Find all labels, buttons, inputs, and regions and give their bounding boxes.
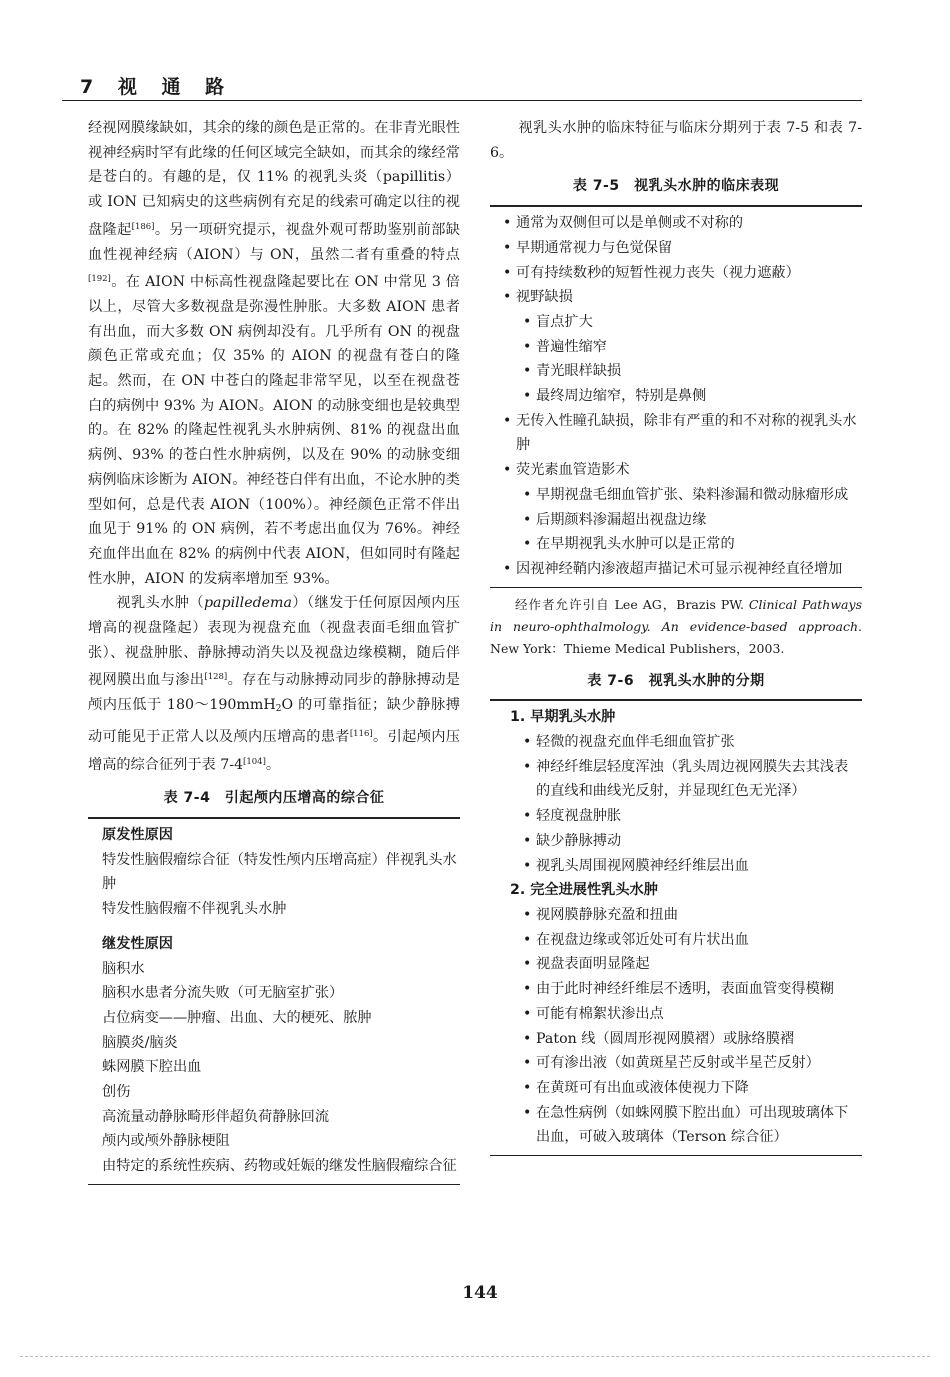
list-item: • 荧光素血管造影术: [490, 458, 862, 483]
left-column: [88, 116, 460, 1185]
table-7-5-caption: 表 7-5 视乳头水肿的临床表现: [572, 178, 780, 195]
citation: [104]: [243, 756, 266, 767]
list-item: • 视盘表面明显隆起: [490, 952, 862, 977]
table-7-4-caption: 表 7-4 引起颅内压增高的综合征: [163, 790, 385, 807]
table-group-primary: [88, 848, 460, 922]
citation: [186]: [131, 221, 155, 232]
list-item: • 在视盘边缘或邻近处可有片状出血: [490, 928, 862, 953]
table-source-note: 经作者允许引自 Lee AG，Brazis PW. Clinical Pathways in neuro-ophthalmology. An evidence-based approach. New York：Thieme Medical Publishers，2003.: [490, 596, 862, 656]
list-item: 脑膜炎/脑炎: [102, 1034, 178, 1051]
term-papilledema: papilledema: [203, 595, 292, 612]
list-item: • 无传入性瞳孔缺损，除非有严重的和不对称的视乳头水肿: [490, 409, 862, 458]
citation: [116]: [349, 728, 373, 739]
list-item: • 由于此时神经纤维层不透明，表面血管变得模糊: [490, 977, 862, 1002]
list-item: • 轻度视盘肿胀: [490, 804, 862, 829]
list-item: • 普遍性缩窄: [490, 335, 862, 360]
list-item: • 因视神经鞘内渗液超声描记术可显示视神经直径增加: [490, 557, 862, 582]
list-item: • 可有渗出液（如黄斑星芒反射或半星芒反射）: [490, 1051, 862, 1076]
table-group-title: 继发性原因: [102, 935, 173, 952]
list-item: • 早期视盘毛细血管扩张、染料渗漏和微动脉瘤形成: [490, 483, 862, 508]
table-7-6: [490, 699, 862, 1156]
table-7-5: [490, 205, 862, 588]
list-item: 由特定的系统性疾病、药物或妊娠的继发性脑假瘤综合征: [102, 1158, 457, 1175]
book-title: Clinical Pathways in neuro-ophthalmology. An evidence-based approach: [490, 596, 862, 634]
list-item: 脑积水: [102, 960, 145, 977]
list-item: • 可能有棉絮状渗出点: [490, 1002, 862, 1027]
citation: [192]: [88, 274, 111, 285]
list-item: 特发性脑假瘤不伴视乳头水肿: [102, 901, 287, 918]
list-item: • 通常为双侧但可以是单侧或不对称的: [490, 211, 862, 236]
paragraph-intro: 视乳头水肿的临床特征与临床分期列于表 7-5 和表 7-6。: [490, 120, 862, 161]
list-item: • 盲点扩大: [490, 310, 862, 335]
list-item: • 最终周边缩窄，特别是鼻侧: [490, 384, 862, 409]
stage-2-list: [490, 903, 862, 1150]
table-group-secondary: [88, 957, 460, 1179]
list-item: 颅内或颅外静脉梗阻: [102, 1133, 230, 1150]
list-item: • 后期颜料渗漏超出视盘边缘: [490, 508, 862, 533]
citation: [128]: [204, 672, 228, 683]
paragraph-papilledema: 视乳头水肿（papilledema）（继发于任何原因颅内压增高的视盘隆起）表现为视盘充血（视盘表面毛细血管扩张）、视盘肿胀、静脉搏动消失以及视盘边缘模糊，随后伴视网膜出血与渗出[128]。存在与动脉搏动同步的静脉搏动是颅内压低于 180～190mmH$_2$O 的可靠指征；缺少静脉搏动可能见于正常人以及颅内压增高的患者[116]。引起颅内压增高的综合征列于表 7-4[104]。: [88, 595, 460, 773]
list-item: • 轻微的视盘充血伴毛细血管扩张: [490, 730, 862, 755]
list-item: 脑积水患者分流失败（可无脑室扩张）: [102, 985, 344, 1002]
stage-1-list: [490, 730, 862, 878]
list-item: 占位病变——肿瘤、出血、大的梗死、脓肿: [102, 1009, 372, 1026]
list-item: 特发性脑假瘤综合征（特发性颅内压增高症）伴视乳头水肿: [102, 851, 457, 893]
page-number: 144: [462, 1283, 498, 1303]
list-item: • 在早期视乳头水肿可以是正常的: [490, 532, 862, 557]
table-group-title: 原发性原因: [102, 826, 173, 843]
running-header: [62, 70, 862, 101]
list-item: • 在急性病例（如蛛网膜下腔出血）可出现玻璃体下出血，可破入玻璃体（Terson 综合征）: [490, 1101, 862, 1150]
list-item: • 在黄斑可有出血或液体使视力下降: [490, 1076, 862, 1101]
list-item: 高流量动静脉畸形伴超负荷静脉回流: [102, 1108, 330, 1125]
list-item: • 视网膜静脉充盈和扭曲: [490, 903, 862, 928]
list-item: • 可有持续数秒的短暂性视力丧失（视力遮蔽）: [490, 261, 862, 286]
table-7-4: [88, 817, 460, 1185]
list-item: • 视野缺损: [490, 285, 862, 310]
list-item: • 早期通常视力与色觉保留: [490, 236, 862, 261]
stage-title: 2. 完全进展性乳头水肿: [510, 882, 658, 899]
list-item: • Paton 线（圆周形视网膜褶）或脉络膜褶: [490, 1027, 862, 1052]
right-column: [490, 116, 862, 1156]
list-item: • 视乳头周围视网膜神经纤维层出血: [490, 854, 862, 879]
chapter-title: 7 视 通 路: [80, 76, 234, 98]
stage-title: 1. 早期乳头水肿: [510, 709, 616, 726]
list-item: • 神经纤维层轻度浑浊（乳头周边视网膜失去其浅表的直线和曲线光反射，并显现红色无光泽）: [490, 755, 862, 804]
list-item: 蛛网膜下腔出血: [102, 1059, 202, 1076]
paragraph-aion-vs-on: 经视网膜缘缺如，其余的缘的颜色是正常的。在非青光眼性视神经病时罕有此缘的任何区域完全缺如，而其余的缘经常是苍白的。有趣的是，仅 11% 的视乳头炎（papillitis）或 ION 已知病史的这些病例有充足的线索可确定以往的视盘隆起[186]。另一项研究提示，视盘外观可帮助鉴别前部缺血性视神经病（AION）与 ON，虽然二者有重叠的特点[192]。在 AION 中标高性视盘隆起要比在 ON 中常见 3 倍以上，尽管大多数视盘是弥漫性肿胀。大多数 AION 患者有出血，而大多数 ON 病例却没有。几乎所有 ON 的视盘颜色正常或充血；仅 35% 的 AION 的视盘有苍白的隆起。然而，在 ON 中苍白的隆起非常罕见，以至在视盘苍白的病例中 93% 为 AION。AION 的动脉变细也是较典型的。在 82% 的隆起性视乳头水肿病例、81% 的视盘出血病例、93% 的苍白性水肿病例，以及在 90% 的动脉变细病例临床诊断为 AION。神经苍白伴有出血，不论水肿的类型如何，总是代表 AION（100%）。神经颜色正常不伴出血见于 91% 的 ON 病例，若不考虑出血仅为 76%。神经充血伴出血在 82% 的病例中代表 AION，但如同时有隆起性水肿，AION 的发病率增加至 93%。: [88, 120, 460, 587]
list-item: • 缺少静脉搏动: [490, 829, 862, 854]
list-item: 创伤: [102, 1084, 131, 1101]
scan-edge-line: [20, 1356, 930, 1357]
list-item: • 青光眼样缺损: [490, 359, 862, 384]
table-7-6-caption: 表 7-6 视乳头水肿的分期: [587, 672, 765, 689]
